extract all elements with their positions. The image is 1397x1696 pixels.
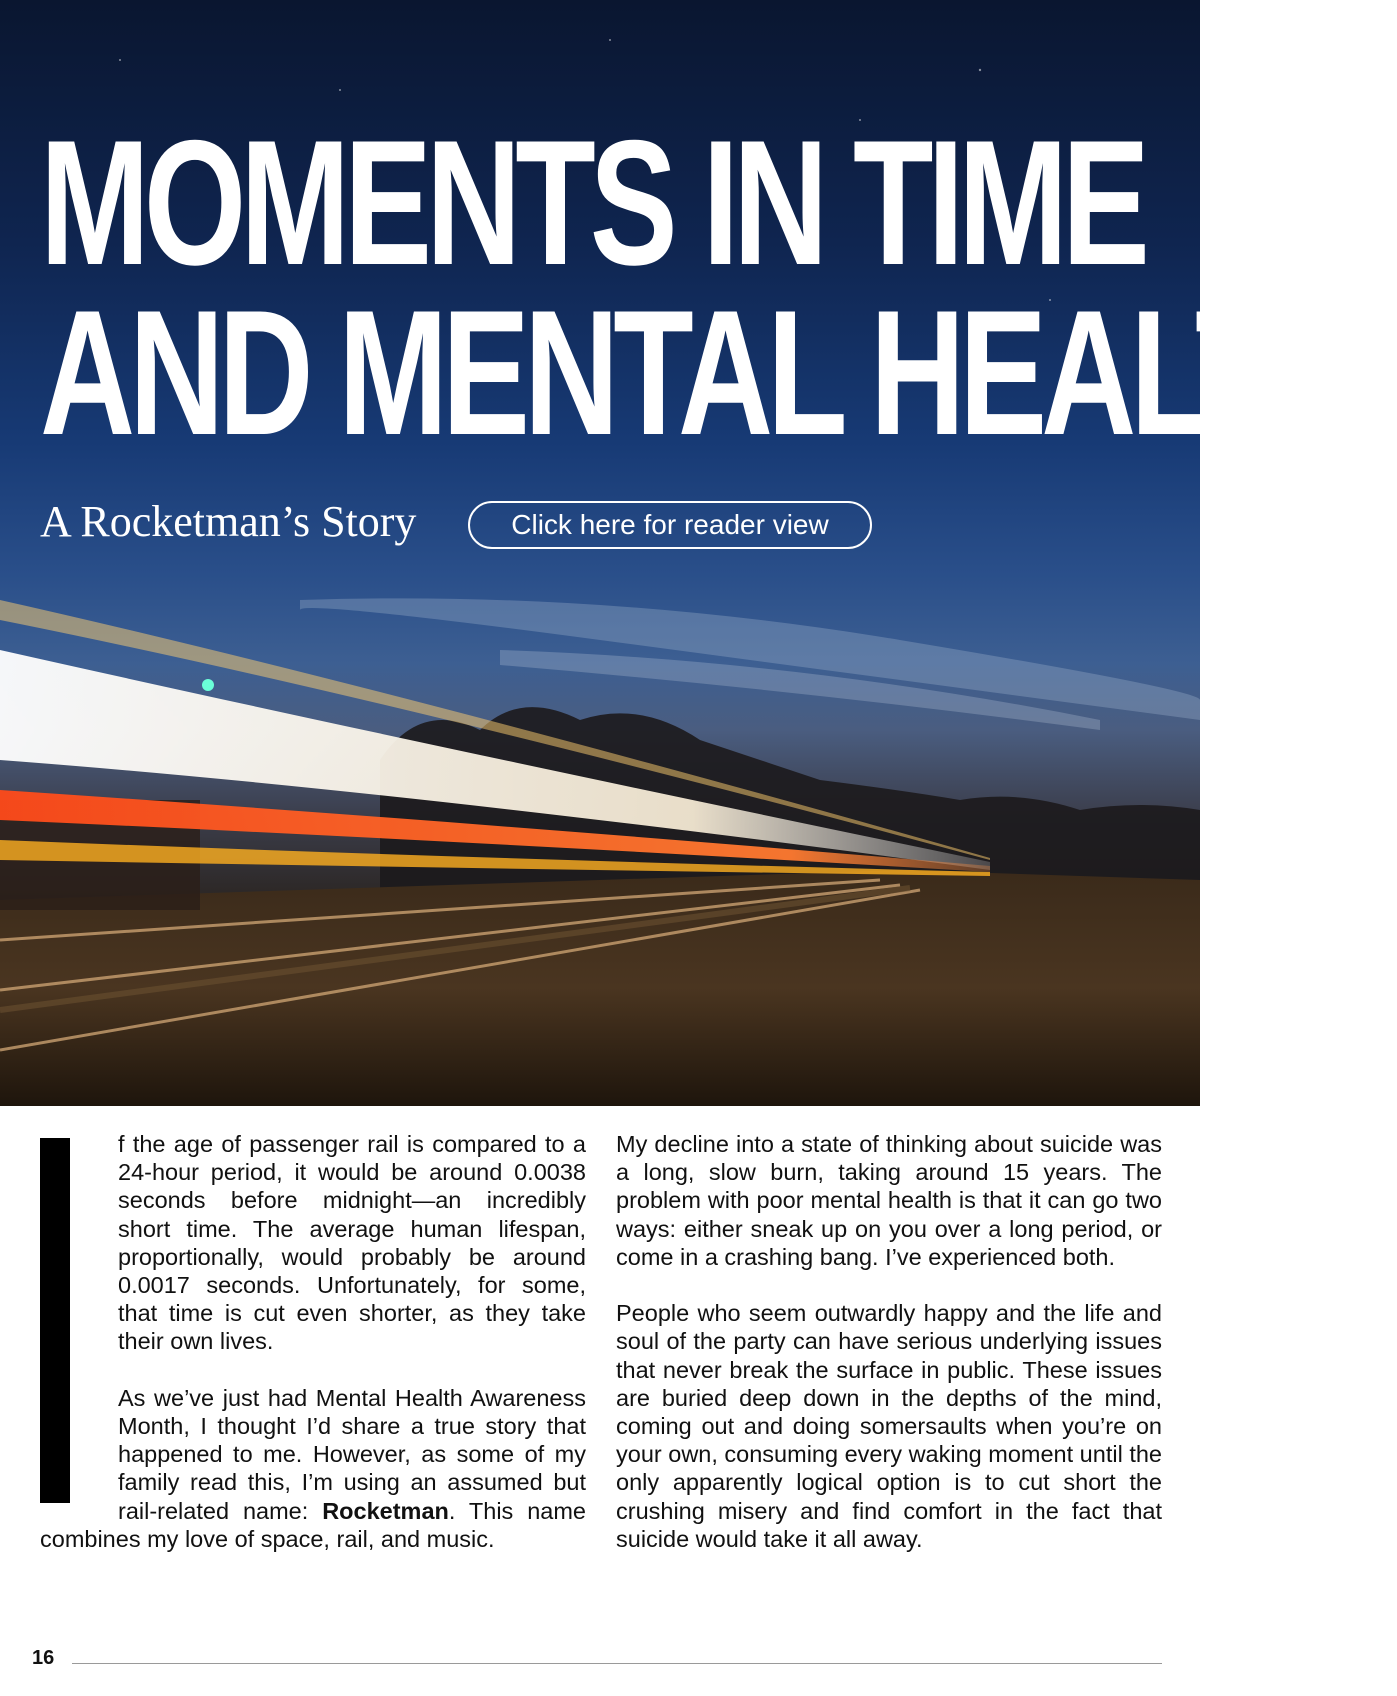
headline-line-2: AND MENTAL HEALTH:	[40, 273, 1397, 472]
left-paragraph-1-text: f the age of passenger rail is compared to a 24-hour period, it would be around 0.0038 seconds before midnight—an incredibly short time. The average human lifespan, proportionally, would probably be around 0.0017 seconds. Unfortunately, for some, that time is cut even shorter, as they take their own lives.	[118, 1131, 586, 1355]
pseudonym: Rocketman	[322, 1497, 449, 1524]
right-paragraph-2: People who seem outwardly happy and the life and soul of the party can have serious underlying issues that never break the surface in public. These issues are buried deep down in the depths of the mind, coming out and doing somersaults when you’re on your own, consuming every waking moment until the only apparently logical option is to cut short the crushing misery and find comfort in the fact that suicide would take it all away.	[616, 1300, 1162, 1552]
dropcap-letter	[40, 1138, 70, 1503]
page-number: 16	[32, 1647, 55, 1669]
right-paragraph-1: My decline into a state of thinking about suicide was a long, slow burn, taking around 15 years. The problem with poor mental health is that it can go two ways: either sneak up on you over a long period, or come in a crashing bang. I’ve experienced both.	[616, 1131, 1162, 1270]
signal-light-icon	[202, 679, 214, 691]
footer-divider	[72, 1663, 1162, 1664]
left-paragraph-1	[40, 1130, 586, 1356]
article-subtitle: A Rocketman’s Story	[40, 497, 417, 546]
article-column-left	[40, 1130, 586, 1581]
page-title	[40, 103, 1397, 472]
left-paragraph-2: As we’ve just had Mental Health Awareness Month, I thought I’d share a true story that happened to me. However, as some of my family read this, I’m using an assumed but rail-related name: Rocketman. This name combines my love of space, rail, and music.	[40, 1384, 587, 1552]
reader-view-button[interactable]: Click here for reader view	[468, 501, 872, 549]
article-column-right	[616, 1130, 1162, 1581]
headline-line-1: MOMENTS IN TIME	[40, 103, 1144, 302]
